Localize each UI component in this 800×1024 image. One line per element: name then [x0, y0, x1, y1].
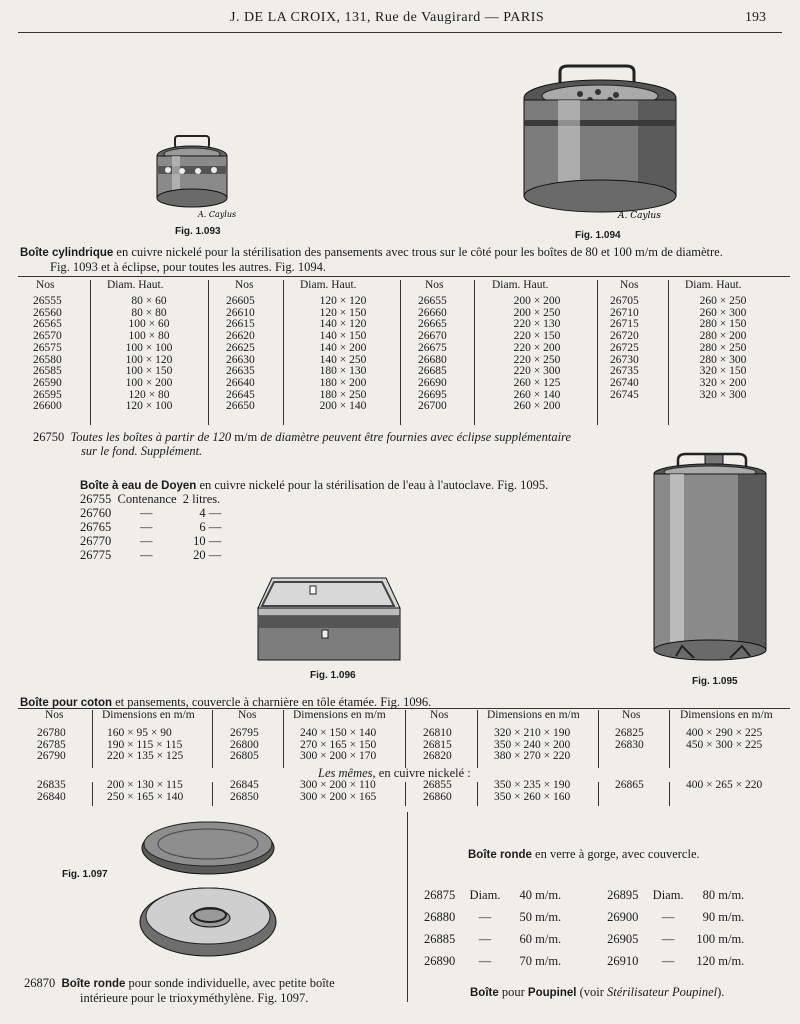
table-cell: 350 × 260 × 160: [494, 790, 571, 803]
table-cell: 26825: [615, 727, 644, 739]
list-item: [80, 548, 280, 562]
item-quantity: 2 litres.: [182, 492, 221, 506]
header-title: J. DE LA CROIX, 131, Rue de Vaugirard — PARIS: [230, 10, 545, 25]
table1-divider: [90, 280, 91, 425]
table-cell: 100 × 200: [125, 376, 173, 389]
table-cell: 26715: [610, 318, 639, 331]
item-unit: m/m.: [535, 888, 562, 902]
table-cell: 300 × 200 × 170: [300, 750, 377, 763]
table-cell: 26850: [230, 790, 259, 803]
header-rule: [18, 32, 782, 33]
table1-col2-dims: [298, 296, 388, 413]
table2-header-unit: m/m: [173, 709, 195, 721]
item-label: —: [140, 506, 153, 520]
table-cell: 26745: [610, 388, 639, 401]
table-cell: 26780: [37, 727, 66, 739]
table-cell: 26575: [33, 341, 62, 354]
item-unit: m/m.: [718, 888, 745, 902]
table-cell: 190 × 115 × 115: [107, 738, 183, 751]
table-cell: 120 × 120: [319, 295, 367, 307]
table2-header-dim-label: Dimensions en: [487, 709, 559, 721]
table1-divider: [208, 280, 209, 425]
table-cell: 260 × 125: [513, 376, 561, 389]
table-cylindrical-boxes: [0, 280, 800, 420]
table-cell: 280 × 150: [699, 318, 747, 331]
table-cell: 200 × 200: [513, 295, 561, 307]
item-value: 50: [519, 910, 532, 924]
table2-divider: [669, 710, 670, 768]
item-value: 120: [696, 954, 716, 968]
table-cell: 350 × 235 × 190: [494, 779, 571, 791]
table1-col1-dims: [110, 296, 188, 413]
item-prefix: —: [661, 932, 675, 946]
table-cell: 80 × 60: [131, 295, 167, 307]
table-cell: 100 × 120: [125, 353, 173, 366]
table2-memes-col3-numbers: [423, 780, 452, 803]
table2-divider: [283, 710, 284, 768]
item-number: 26760: [80, 506, 112, 520]
poupinel-link: Stérilisateur Poupinel: [607, 985, 718, 999]
bottom-column-divider: [407, 812, 408, 1002]
table1-col3-dims: [492, 296, 582, 413]
desc-line-1: en cuivre nickelé pour la stérilisation des pansements avec trous sur le côté pour les boîtes de 80 et 100: [113, 245, 636, 259]
table-cell: 320 × 300: [699, 388, 747, 401]
title-boite-ronde-sonde: Boîte ronde: [61, 978, 126, 990]
table-cell: 26830: [615, 738, 644, 751]
note-unit: m/m: [234, 430, 258, 444]
table-cell: 220 × 135 × 125: [107, 750, 184, 763]
table1-header-nos-3: Nos: [425, 279, 444, 291]
table-cell: 200 × 250: [513, 306, 561, 319]
item-value: 60: [519, 932, 532, 946]
unit-mm: m/m: [635, 245, 658, 259]
item-number: 26765: [80, 520, 112, 534]
title-boite-doyen: Boîte à eau de Doyen: [80, 480, 197, 492]
signature-1093: A. Caylus: [198, 210, 237, 219]
table-cell: 260 × 300: [699, 306, 747, 319]
table2-col2-dims: [300, 728, 376, 763]
table1-header-nos-1: Nos: [36, 279, 55, 291]
item-unit: m/m.: [535, 932, 562, 946]
table-cell: 280 × 300: [699, 353, 747, 366]
table1-divider: [474, 280, 475, 425]
title-boite-cylindrique: Boîte cylindrique: [20, 247, 114, 259]
table-cell: 26855: [423, 779, 452, 791]
table-cell: 450 × 300 × 225: [686, 738, 763, 751]
fig-1097-illustration: [136, 818, 286, 964]
table1-header-dim-4: Diam. Haut.: [685, 279, 742, 291]
table-cell: 26620: [226, 330, 255, 343]
desc-line-2: Fig. 1093 et à éclipse, pour toutes les autres. Fig. 1094.: [50, 260, 327, 274]
table-cell: 26730: [610, 353, 639, 366]
table-cell: 26600: [33, 400, 62, 413]
les-memes-text: en cuivre nickelé :: [375, 766, 471, 780]
list-item: [80, 534, 280, 548]
fig-1097-caption: Fig. 1.097: [62, 869, 108, 880]
item-number: 26770: [80, 534, 112, 548]
table1-top-rule: [18, 276, 790, 277]
table-cell: 26820: [423, 750, 452, 763]
table-cell: 26805: [230, 750, 259, 763]
table-cell: 26675: [418, 341, 447, 354]
item-value: 90: [702, 910, 716, 924]
table-cell: 140 × 120: [319, 318, 367, 331]
table-cell: 280 × 200: [699, 330, 747, 343]
table2-col3-dims: [494, 728, 570, 763]
section-boite-ronde-sonde: [24, 976, 404, 1005]
table2-header-nos-1: Nos: [45, 709, 64, 721]
table1-header-nos-4: Nos: [620, 279, 639, 291]
table2-header-nos-4: Nos: [622, 709, 641, 721]
table-cell: 26835: [37, 779, 66, 791]
desc-verre: en verre à gorge, avec couvercle.: [531, 847, 700, 861]
table-cell: 140 × 250: [319, 353, 367, 366]
table-cell: 240 × 150 × 140: [300, 727, 377, 739]
item-value: 100: [696, 932, 716, 946]
table-cell: 220 × 150: [513, 330, 561, 343]
desc-coton: et pansements, couvercle à charnière en tôle étamée. Fig. 1096.: [112, 695, 432, 709]
item-prefix: —: [661, 954, 675, 968]
desc-doyen: en cuivre nickelé pour la stérilisation de l'eau à l'autoclave. Fig. 1095.: [196, 478, 549, 492]
item-number: 26875: [424, 888, 456, 902]
table-cell: 120 × 100: [125, 400, 173, 413]
table-cell: 26695: [418, 388, 447, 401]
table2-divider: [598, 782, 599, 806]
table2-header-dim-3: [487, 710, 580, 722]
table-cell: 320 × 200: [699, 376, 747, 389]
title-boite-coton: Boîte pour coton: [20, 697, 112, 709]
table-cell: 26725: [610, 341, 639, 354]
table-cell: 26630: [226, 353, 255, 366]
list-item: [424, 906, 784, 928]
table1-divider: [668, 280, 669, 425]
item-label: —: [140, 534, 153, 548]
table-cell: 280 × 250: [699, 341, 747, 354]
table2-col4-dims: [686, 728, 762, 751]
table1-col3-numbers: [418, 296, 447, 413]
item-unit: m/m.: [718, 954, 745, 968]
table-cell: 120 × 80: [128, 388, 170, 401]
table2-header-nos-3: Nos: [430, 709, 449, 721]
table-cell: 250 × 165 × 140: [107, 790, 184, 803]
item-value: 70: [519, 954, 532, 968]
table-cell: 220 × 250: [513, 353, 561, 366]
table2-col2-numbers: [230, 728, 259, 763]
table-cell: 26685: [418, 365, 447, 378]
table-cell: 300 × 200 × 110: [300, 779, 376, 791]
table-cell: 26790: [37, 750, 66, 763]
page-header: [0, 10, 800, 30]
table-cell: 26800: [230, 738, 259, 751]
table-cell: 180 × 250: [319, 388, 367, 401]
table-cell: 320 × 210 × 190: [494, 727, 571, 739]
note-line-2: sur le fond. Supplément.: [81, 444, 203, 458]
table2-header-dim-4: [680, 710, 773, 722]
poupinel-pour: pour: [498, 985, 528, 999]
table2-header-unit: m/m: [558, 709, 580, 721]
table-cell: 26590: [33, 376, 62, 389]
table2-memes-col4-numbers: [615, 780, 644, 792]
item-number: 26900: [607, 910, 639, 924]
table-cell: 200 × 130 × 115: [107, 779, 183, 791]
item-label: Contenance: [117, 492, 177, 506]
note-line-1: Toutes les boîtes à partir de 120: [70, 430, 235, 444]
section-boite-doyen: [80, 478, 640, 493]
item-value: 80: [702, 888, 716, 902]
table2-divider: [92, 710, 93, 768]
table-cell: 350 × 240 × 200: [494, 738, 571, 751]
item-prefix: Diam.: [652, 888, 684, 902]
table-cell: 26660: [418, 306, 447, 319]
item-unit: m/m.: [535, 954, 562, 968]
table-cotton-boxes: [0, 710, 800, 810]
table-cell: 26555: [33, 295, 62, 307]
table-cell: 26680: [418, 353, 447, 366]
table2-memes-col3-dims: [494, 780, 570, 803]
table-cell: 140 × 150: [319, 330, 367, 343]
table-cell: 380 × 270 × 220: [494, 750, 571, 763]
item-label: —: [140, 520, 153, 534]
table2-header-dim-label: Dimensions en: [680, 709, 752, 721]
poupinel-close: ).: [717, 985, 725, 999]
table2-divider: [405, 710, 406, 768]
list-item: [80, 520, 280, 534]
table-cell: 26595: [33, 388, 62, 401]
item-label: —: [140, 548, 153, 562]
item-prefix: —: [478, 954, 492, 968]
list-item: [80, 492, 280, 506]
table2-divider: [669, 782, 670, 806]
doyen-list: [80, 492, 280, 562]
item-number: 26905: [607, 932, 639, 946]
section-boite-ronde-verre: [468, 847, 798, 862]
list-item: [424, 928, 784, 950]
table-cell: 160 × 95 × 90: [107, 727, 172, 739]
table-cell: 26565: [33, 318, 62, 331]
table-cell: 26720: [610, 330, 639, 343]
item-number: 26870: [24, 976, 56, 990]
list-item: [424, 884, 784, 906]
table-cell: 26845: [230, 779, 259, 791]
table-cell: 26710: [610, 306, 639, 319]
table1-header-dim-3: Diam. Haut.: [492, 279, 549, 291]
item-number: 26895: [607, 888, 639, 902]
table-cell: 26810: [423, 727, 452, 739]
table2-memes-col1-numbers: [37, 780, 66, 803]
table-cell: 400 × 265 × 220: [686, 779, 763, 791]
table1-header-nos-2: Nos: [235, 279, 254, 291]
item-quantity: 6 —: [199, 520, 222, 534]
item-prefix: —: [478, 932, 492, 946]
table2-divider: [92, 782, 93, 806]
fig-1094-illustration: [518, 62, 686, 222]
table-cell: 300 × 200 × 165: [300, 790, 377, 803]
table2-divider: [212, 710, 213, 768]
item-unit: m/m.: [718, 910, 745, 924]
fig-1095-illustration: [650, 450, 780, 670]
table-cell: 26560: [33, 306, 62, 319]
item-prefix: —: [478, 910, 492, 924]
table-cell: 26605: [226, 295, 255, 307]
signature-1094: A. Caylus: [618, 211, 661, 221]
table2-col1-dims: [107, 728, 183, 763]
table1-col4-dims: [683, 296, 763, 401]
table-cell: 26655: [418, 295, 447, 307]
table2-divider: [405, 782, 406, 806]
table2-divider: [477, 782, 478, 806]
fig-1095-caption: Fig. 1.095: [692, 676, 738, 687]
table2-header-unit: m/m: [364, 709, 386, 721]
table2-header-dim-1: [102, 710, 195, 722]
fig-1094-caption: Fig. 1.094: [575, 230, 621, 241]
table1-col2-numbers: [226, 296, 255, 413]
table-cell: 26815: [423, 738, 452, 751]
table-cell: 26580: [33, 353, 62, 366]
table-cell: 26865: [615, 779, 644, 791]
section-poupinel: [470, 985, 790, 1000]
item-prefix: Diam.: [469, 888, 501, 902]
table2-header-unit: m/m: [751, 709, 773, 721]
note-number: 26750: [33, 430, 65, 444]
desc-sonde-2: intérieure pour le trioxyméthylène. Fig. 1097.: [80, 991, 309, 1005]
table2-header-nos-2: Nos: [238, 709, 257, 721]
table-cell: 26670: [418, 330, 447, 343]
table-cell: 26840: [37, 790, 66, 803]
table-cell: 100 × 60: [128, 318, 170, 331]
table2-col4-numbers: [615, 728, 644, 751]
table-cell: 220 × 130: [513, 318, 561, 331]
table2-divider: [212, 782, 213, 806]
table-cell: 26700: [418, 400, 447, 413]
item-prefix: —: [661, 910, 675, 924]
table2-divider: [598, 710, 599, 768]
section-boite-cylindrique: [20, 245, 790, 274]
note-line-1b: de diamètre peuvent être fournies avec éclipse supplémentaire: [257, 430, 572, 444]
table-cell: 26785: [37, 738, 66, 751]
table-cell: 120 × 150: [319, 306, 367, 319]
verre-list: [424, 884, 784, 972]
table-cell: 26570: [33, 330, 62, 343]
item-number: 26890: [424, 954, 456, 968]
fig-1093-illustration: [150, 132, 240, 224]
les-memes-line: [318, 766, 471, 780]
table-cell: 100 × 150: [125, 365, 173, 378]
table1-header-dim-2: Diam. Haut.: [300, 279, 357, 291]
table-cell: 80 × 80: [131, 306, 167, 319]
table1-divider: [597, 280, 598, 425]
table-cell: 260 × 250: [699, 295, 747, 307]
fig-1096-illustration: [252, 572, 404, 664]
table2-divider: [477, 710, 478, 768]
table-cell: 220 × 200: [513, 341, 561, 354]
table-cell: 260 × 200: [513, 400, 561, 413]
fig-1096-caption: Fig. 1.096: [310, 670, 356, 681]
poupinel-bold: Poupinel: [527, 987, 577, 999]
table-cell: 26650: [226, 400, 255, 413]
table-cell: 26610: [226, 306, 255, 319]
item-unit: m/m.: [535, 910, 562, 924]
table-cell: 260 × 140: [513, 388, 561, 401]
table-cell: 140 × 200: [319, 341, 367, 354]
table-cell: 100 × 100: [125, 341, 173, 354]
item-number: 26880: [424, 910, 456, 924]
item-number: 26885: [424, 932, 456, 946]
item-number: 26755: [80, 492, 112, 506]
table1-col1-numbers: [33, 296, 62, 413]
desc-line-1-end: de diamètre.: [657, 245, 723, 259]
table-cell: 320 × 150: [699, 365, 747, 378]
table-cell: 100 × 80: [128, 330, 170, 343]
table1-header-dim-1: Diam. Haut.: [107, 279, 164, 291]
table-cell: 26690: [418, 376, 447, 389]
item-number: 26775: [80, 548, 112, 562]
table-cell: 26735: [610, 365, 639, 378]
table-cell: 180 × 130: [319, 365, 367, 378]
table1-col4-numbers: [610, 296, 639, 401]
table-cell: 180 × 200: [319, 376, 367, 389]
item-unit: m/m.: [718, 932, 745, 946]
table-cell: 26705: [610, 295, 639, 307]
table-cell: 26635: [226, 365, 255, 378]
table-cell: 26740: [610, 376, 639, 389]
poupinel-voir: (voir: [576, 985, 608, 999]
table2-header-dim-label: Dimensions en: [102, 709, 174, 721]
fig-1093-caption: Fig. 1.093: [175, 226, 221, 237]
table-cell: 26795: [230, 727, 259, 739]
table2-col3-numbers: [423, 728, 452, 763]
page-number: 193: [745, 10, 766, 25]
item-quantity: 10 —: [193, 534, 222, 548]
table-cell: 270 × 165 × 150: [300, 738, 377, 751]
table-cell: 26640: [226, 376, 255, 389]
table2-memes-col2-dims: [300, 780, 376, 803]
table2-memes-col2-numbers: [230, 780, 259, 803]
title-boite-ronde-verre: Boîte ronde: [468, 849, 532, 861]
item-quantity: 4 —: [199, 506, 222, 520]
item-value: 40: [519, 888, 532, 902]
table1-divider: [400, 280, 401, 425]
item-number: 26910: [607, 954, 639, 968]
table1-divider: [283, 280, 284, 425]
les-memes-italic: Les mêmes,: [318, 766, 376, 780]
list-item: [424, 950, 784, 972]
table-cell: 26665: [418, 318, 447, 331]
table-cell: 26645: [226, 388, 255, 401]
table-cell: 26585: [33, 365, 62, 378]
table-cell: 400 × 290 × 225: [686, 727, 763, 739]
item-quantity: 20 —: [193, 548, 222, 562]
table-cell: 220 × 300: [513, 365, 561, 378]
table2-header-dim-label: Dimensions en: [293, 709, 365, 721]
table2-memes-col1-dims: [107, 780, 183, 803]
table-cell: 200 × 140: [319, 400, 367, 413]
list-item: [80, 506, 280, 520]
table-cell: 26625: [226, 341, 255, 354]
table2-col1-numbers: [37, 728, 66, 763]
poupinel-boite: Boîte: [470, 987, 499, 999]
table2-header-dim-2: [293, 710, 386, 722]
table-cell: 26860: [423, 790, 452, 803]
table2-memes-col4-dims: [686, 780, 762, 792]
table-cell: 26615: [226, 318, 255, 331]
desc-sonde-1: pour sonde individuelle, avec petite boîte: [125, 976, 335, 990]
